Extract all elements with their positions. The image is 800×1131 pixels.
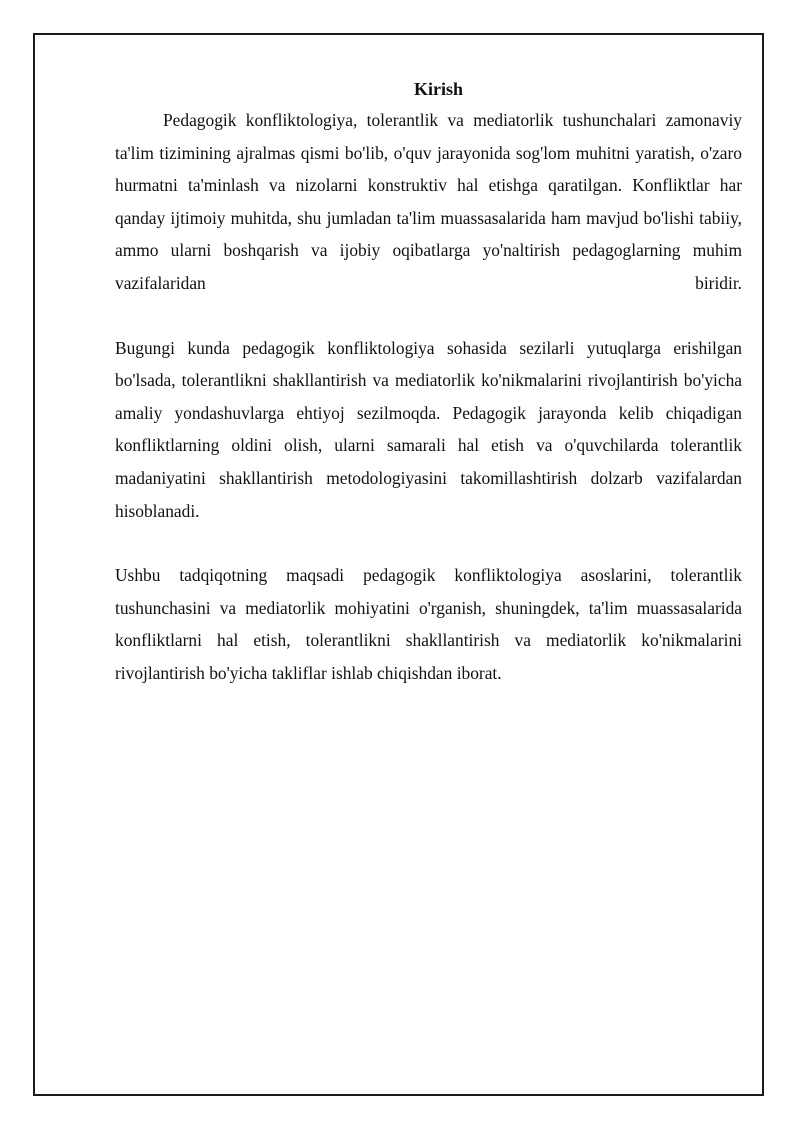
- paragraph-goal: Ushbu tadqiqotning maqsadi pedagogik konfliktologiya asoslarini, tolerantlik tushunchasini va mediatorlik mohiyatini o'rganish, shuningdek, ta'lim muassasalarida konfliktlarni hal etish, tolerantlikni shakllantirish va mediatorlik ko'nikmalarini rivojlantirish bo'yicha takliflar ishlab chiqishdan iborat.: [115, 565, 742, 683]
- paragraph-current-state: Bugungi kunda pedagogik konfliktologiya sohasida sezilarli yutuqlarga erishilgan bo'lsada, tolerantlikni shakllantirish va mediatorlik ko'nikmalarini rivojlantirish bo'yicha amaliy yondashuvlarga ehtiyoj sezilmoqda. Pedagogik jarayonda kelib chiqadigan konfliktlarning oldini olish, ularni samarali hal etish va o'quvchilarda tolerantlik madaniyatini shakllantirish metodologiyasini takomillashtirish dolzarb vazifalardan hisoblanadi.: [115, 337, 742, 521]
- paragraph-intro: Pedagogik konfliktologiya, tolerantlik va mediatorlik tushunchalari zamonaviy ta'lim tizimining ajralmas qismi bo'lib, o'quv jarayonida sog'lom muhitni yaratish, o'zaro hurmatni ta'minlash va nizolarni konstruktiv hal etishga qaratilgan. Konfliktlar har qanday ijtimoiy muhitda, shu jumladan ta'lim muassasalarida ham mavjud bo'lishi tabiiy, ammo ularni boshqarish va ijobiy oqibatlarga yo'naltirish pedagoglarning muhim vazifalaridan biridir.: [115, 110, 742, 293]
- paragraph-gap: [115, 527, 742, 559]
- paragraph-gap: [115, 300, 742, 332]
- document-body: [115, 74, 742, 690]
- section-title: Kirish: [413, 79, 463, 99]
